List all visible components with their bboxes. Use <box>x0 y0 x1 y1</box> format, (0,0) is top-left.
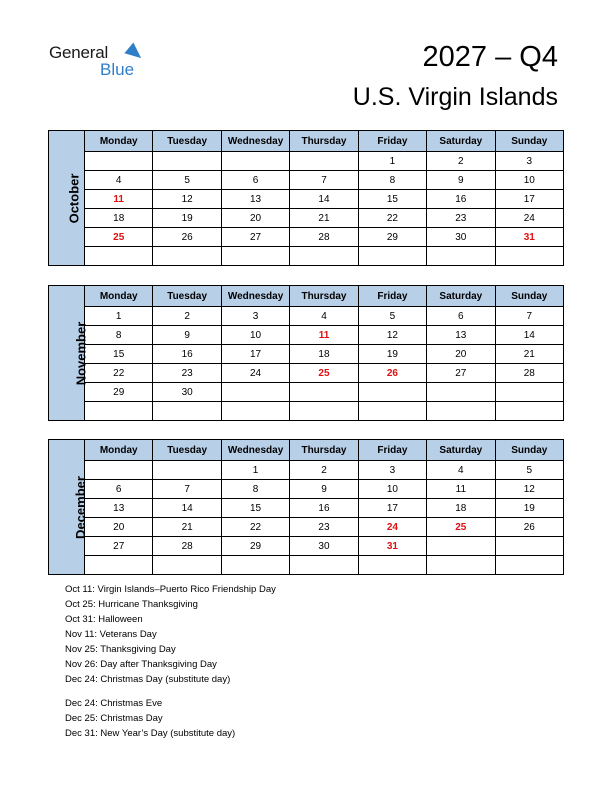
week-row <box>49 190 564 209</box>
day-cell: 5 <box>358 307 426 326</box>
day-cell: 24 <box>495 209 563 228</box>
day-cell: 11 <box>85 190 153 209</box>
day-cell: 13 <box>85 499 153 518</box>
page-subtitle: U.S. Virgin Islands <box>352 83 558 111</box>
day-cell: 4 <box>427 461 495 480</box>
holiday-item: Oct 25: Hurricane Thanksgiving <box>65 599 198 610</box>
day-cell <box>290 402 358 421</box>
day-cell <box>85 247 153 266</box>
day-cell: 9 <box>153 326 221 345</box>
day-cell: 11 <box>427 480 495 499</box>
day-cell: 21 <box>495 345 563 364</box>
week-row <box>49 228 564 247</box>
day-cell: 26 <box>495 518 563 537</box>
day-cell: 19 <box>495 499 563 518</box>
day-cell: 7 <box>290 171 358 190</box>
day-cell: 20 <box>221 209 289 228</box>
day-cell: 4 <box>290 307 358 326</box>
day-cell <box>358 383 426 402</box>
day-cell <box>358 402 426 421</box>
day-cell: 17 <box>495 190 563 209</box>
day-cell: 10 <box>495 171 563 190</box>
week-row <box>49 383 564 402</box>
day-cell: 23 <box>153 364 221 383</box>
day-cell: 22 <box>358 209 426 228</box>
calendar-december <box>48 439 564 575</box>
week-row <box>49 461 564 480</box>
day-cell: 21 <box>290 209 358 228</box>
weekday-header: Monday <box>85 131 153 152</box>
day-cell <box>495 247 563 266</box>
day-cell <box>85 556 153 575</box>
weekday-header: Saturday <box>427 286 495 307</box>
weekday-header: Tuesday <box>153 286 221 307</box>
logo-blue: Blue <box>100 60 135 79</box>
holiday-item: Dec 24: Christmas Day (substitute day) <box>65 674 231 685</box>
day-cell <box>290 152 358 171</box>
holiday-item: Nov 25: Thanksgiving Day <box>65 644 176 655</box>
day-cell: 16 <box>290 499 358 518</box>
week-row <box>49 556 564 575</box>
day-cell <box>221 247 289 266</box>
day-cell: 10 <box>358 480 426 499</box>
week-row <box>49 537 564 556</box>
weekday-header: Monday <box>85 440 153 461</box>
day-cell: 5 <box>153 171 221 190</box>
week-row <box>49 499 564 518</box>
day-cell: 15 <box>358 190 426 209</box>
day-cell: 24 <box>358 518 426 537</box>
day-cell: 28 <box>290 228 358 247</box>
day-cell: 27 <box>427 364 495 383</box>
day-cell: 19 <box>358 345 426 364</box>
holiday-item: Nov 11: Veterans Day <box>65 629 157 640</box>
day-cell: 23 <box>427 209 495 228</box>
weekday-header: Wednesday <box>221 131 289 152</box>
day-cell: 13 <box>427 326 495 345</box>
logo-general: General <box>49 43 109 62</box>
weekday-header: Wednesday <box>221 286 289 307</box>
day-cell <box>358 556 426 575</box>
day-cell <box>221 152 289 171</box>
weekday-header: Friday <box>358 286 426 307</box>
day-cell: 9 <box>427 171 495 190</box>
day-cell: 1 <box>221 461 289 480</box>
day-cell: 1 <box>85 307 153 326</box>
week-row <box>49 345 564 364</box>
calendar-november <box>48 285 564 421</box>
day-cell: 8 <box>221 480 289 499</box>
week-row <box>49 171 564 190</box>
day-cell: 28 <box>153 537 221 556</box>
weekday-header: Sunday <box>495 286 563 307</box>
holiday-gap <box>65 687 276 696</box>
holiday-item: Dec 25: Christmas Day <box>65 713 163 724</box>
day-cell <box>221 383 289 402</box>
day-cell <box>153 461 221 480</box>
day-cell: 29 <box>358 228 426 247</box>
day-cell <box>153 556 221 575</box>
holiday-list <box>65 582 276 741</box>
day-cell <box>153 402 221 421</box>
month-name: October <box>66 173 82 223</box>
day-cell: 30 <box>153 383 221 402</box>
weekday-header: Thursday <box>290 440 358 461</box>
holiday-item: Oct 11: Virgin Islands–Puerto Rico Friendship Day <box>65 584 276 595</box>
day-cell: 15 <box>221 499 289 518</box>
day-cell <box>221 556 289 575</box>
week-row <box>49 307 564 326</box>
week-row <box>49 364 564 383</box>
day-cell: 31 <box>495 228 563 247</box>
day-cell: 8 <box>358 171 426 190</box>
day-cell: 12 <box>153 190 221 209</box>
day-cell <box>495 383 563 402</box>
day-cell: 7 <box>495 307 563 326</box>
day-cell <box>290 247 358 266</box>
day-cell: 14 <box>495 326 563 345</box>
day-cell: 19 <box>153 209 221 228</box>
weekday-header: Friday <box>358 131 426 152</box>
day-cell: 21 <box>153 518 221 537</box>
day-cell: 20 <box>427 345 495 364</box>
day-cell: 3 <box>495 152 563 171</box>
day-cell <box>221 402 289 421</box>
weekday-header: Wednesday <box>221 440 289 461</box>
day-cell: 2 <box>427 152 495 171</box>
day-cell: 3 <box>358 461 426 480</box>
holiday-item: Dec 31: New Year’s Day (substitute day) <box>65 728 236 739</box>
week-row <box>49 209 564 228</box>
day-cell: 7 <box>153 480 221 499</box>
day-cell: 22 <box>85 364 153 383</box>
day-cell: 26 <box>358 364 426 383</box>
day-cell <box>427 247 495 266</box>
month-label-cell <box>49 440 88 575</box>
day-cell <box>495 556 563 575</box>
month-label-cell <box>49 131 85 266</box>
day-cell <box>153 247 221 266</box>
day-cell: 13 <box>221 190 289 209</box>
day-cell: 17 <box>221 345 289 364</box>
day-cell: 12 <box>358 326 426 345</box>
day-cell: 9 <box>290 480 358 499</box>
day-cell <box>85 152 153 171</box>
month-name: December <box>72 475 88 539</box>
day-cell: 6 <box>427 307 495 326</box>
day-cell: 3 <box>221 307 289 326</box>
day-cell <box>358 247 426 266</box>
weekday-header: Tuesday <box>153 440 221 461</box>
weekday-header: Thursday <box>290 131 358 152</box>
day-cell: 12 <box>495 480 563 499</box>
day-cell: 26 <box>153 228 221 247</box>
holiday-item: Oct 31: Halloween <box>65 614 143 625</box>
day-cell: 25 <box>427 518 495 537</box>
day-cell: 29 <box>85 383 153 402</box>
day-cell <box>290 383 358 402</box>
day-cell: 2 <box>290 461 358 480</box>
week-row <box>49 247 564 266</box>
day-cell: 15 <box>85 345 153 364</box>
page-title: 2027 – Q4 <box>422 41 558 73</box>
day-cell <box>427 383 495 402</box>
day-cell: 22 <box>221 518 289 537</box>
day-cell: 27 <box>85 537 153 556</box>
day-cell: 20 <box>85 518 153 537</box>
week-row <box>49 402 564 421</box>
day-cell: 8 <box>85 326 153 345</box>
day-cell: 4 <box>85 171 153 190</box>
day-cell: 14 <box>153 499 221 518</box>
day-cell: 23 <box>290 518 358 537</box>
day-cell: 30 <box>427 228 495 247</box>
day-cell: 16 <box>427 190 495 209</box>
day-cell: 29 <box>221 537 289 556</box>
day-cell <box>427 402 495 421</box>
weekday-header: Sunday <box>495 440 563 461</box>
month-label-cell <box>49 286 89 421</box>
week-row <box>49 326 564 345</box>
day-cell <box>427 556 495 575</box>
logo <box>49 44 134 78</box>
day-cell: 18 <box>290 345 358 364</box>
weekday-header: Saturday <box>427 440 495 461</box>
week-row <box>49 152 564 171</box>
weekday-header: Thursday <box>290 286 358 307</box>
day-cell <box>427 537 495 556</box>
day-cell <box>153 152 221 171</box>
day-cell: 11 <box>290 326 358 345</box>
day-cell: 17 <box>358 499 426 518</box>
day-cell: 5 <box>495 461 563 480</box>
holiday-item: Dec 24: Christmas Eve <box>65 698 163 709</box>
day-cell: 31 <box>358 537 426 556</box>
day-cell <box>85 461 153 480</box>
day-cell: 18 <box>427 499 495 518</box>
day-cell: 2 <box>153 307 221 326</box>
weekday-header: Monday <box>85 286 153 307</box>
week-row <box>49 480 564 499</box>
holiday-item: Nov 26: Day after Thanksgiving Day <box>65 659 217 670</box>
weekday-header: Friday <box>358 440 426 461</box>
day-cell: 14 <box>290 190 358 209</box>
day-cell <box>290 556 358 575</box>
day-cell: 6 <box>85 480 153 499</box>
month-name: November <box>73 321 89 385</box>
weekday-header: Tuesday <box>153 131 221 152</box>
day-cell: 25 <box>85 228 153 247</box>
day-cell <box>85 402 153 421</box>
day-cell: 10 <box>221 326 289 345</box>
day-cell: 25 <box>290 364 358 383</box>
calendar-october <box>48 130 564 266</box>
weekday-header: Sunday <box>495 131 563 152</box>
day-cell: 28 <box>495 364 563 383</box>
day-cell: 30 <box>290 537 358 556</box>
day-cell <box>495 402 563 421</box>
week-row <box>49 518 564 537</box>
day-cell <box>495 537 563 556</box>
weekday-header: Saturday <box>427 131 495 152</box>
day-cell: 27 <box>221 228 289 247</box>
day-cell: 6 <box>221 171 289 190</box>
day-cell: 18 <box>85 209 153 228</box>
day-cell: 1 <box>358 152 426 171</box>
day-cell: 24 <box>221 364 289 383</box>
day-cell: 16 <box>153 345 221 364</box>
